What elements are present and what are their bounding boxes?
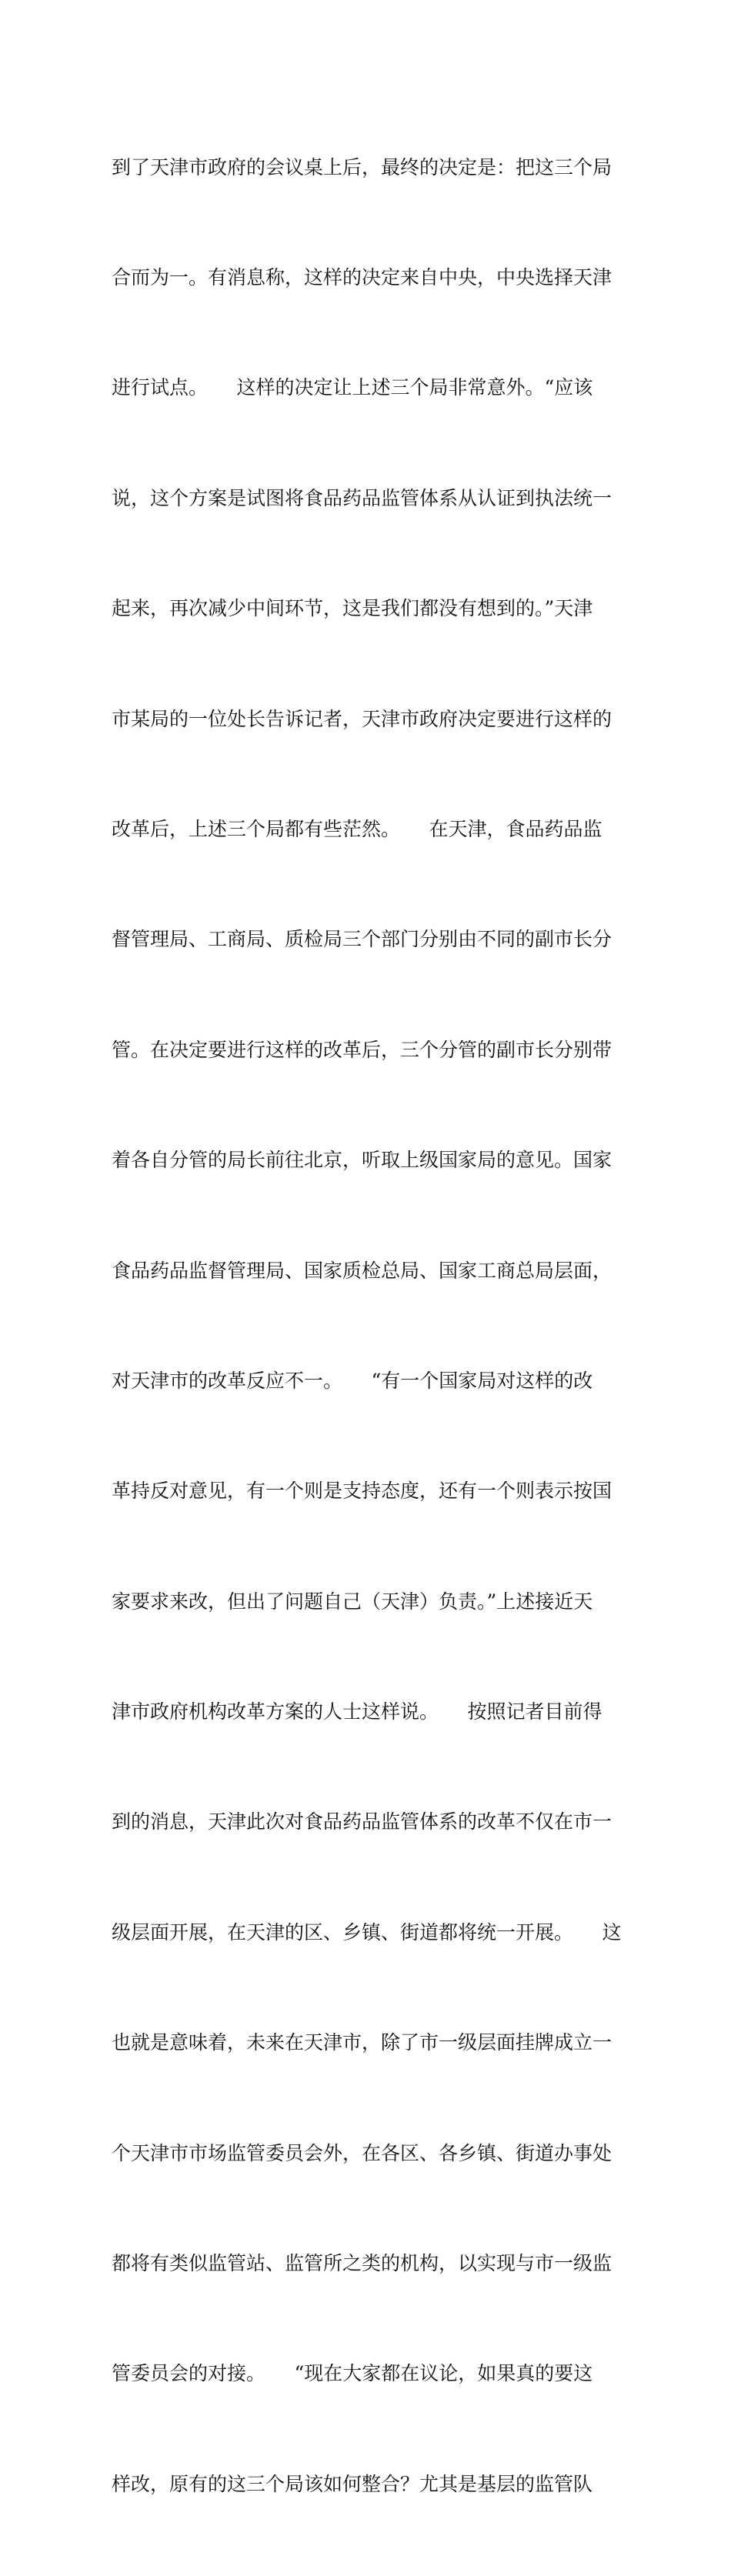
text-line: 对天津市的改革反应不一。 “有一个国家局对这样的改 — [112, 1369, 593, 1392]
text-line: 督管理局、工商局、质检局三个部门分别由不同的副市长分 — [112, 928, 613, 951]
text-line: 起来，再次减少中间环节，这是我们都没有想到的。”天津 — [112, 597, 593, 620]
text-line: 革持反对意见，有一个则是支持态度，还有一个则表示按国 — [112, 1480, 613, 1503]
text-line: 个天津市市场监管委员会外，在各区、各乡镇、街道办事处 — [112, 2141, 613, 2164]
text-line: 食品药品监督管理局、国家质检总局、国家工商总局层面， — [112, 1259, 613, 1282]
text-line: 到了天津市政府的会议桌上后，最终的决定是：把这三个局 — [112, 155, 613, 179]
text-line: 津市政府机构改革方案的人士这样说。 按照记者目前得 — [112, 1700, 602, 1723]
text-line: 都将有类似监管站、监管所之类的机构，以实现与市一级监 — [112, 2252, 613, 2275]
text-line: 说，这个方案是试图将食品药品监管体系从认证到执法统一 — [112, 486, 613, 509]
text-line: 家要求来改，但出了问题自己（天津）负责。”上述接近天 — [112, 1590, 593, 1613]
text-line: 样改，原有的这三个局该如何整合？尤其是基层的监管队 — [112, 2472, 593, 2495]
article-body — [112, 75, 623, 2576]
text-line: 市某局的一位处长告诉记者，天津市政府决定要进行这样的 — [112, 707, 613, 730]
text-line: 着各自分管的局长前往北京，听取上级国家局的意见。国家 — [112, 1149, 613, 1172]
text-line: 也就是意味着，未来在天津市，除了市一级层面挂牌成立一 — [112, 2031, 613, 2054]
text-line: 管。在决定要进行这样的改革后，三个分管的副市长分别带 — [112, 1038, 613, 1061]
text-line: 到的消息，天津此次对食品药品监管体系的改革不仅在市一 — [112, 1810, 613, 1834]
text-line: 级层面开展，在天津的区、乡镇、街道都将统一开展。 这 — [112, 1920, 622, 1944]
text-line: 管委员会的对接。 “现在大家都在议论，如果真的要这 — [112, 2362, 593, 2385]
text-line: 进行试点。 这样的决定让上述三个局非常意外。“应该 — [112, 376, 593, 399]
text-line: 改革后，上述三个局都有些茫然。 在天津，食品药品监 — [112, 817, 602, 840]
text-line: 合而为一。有消息称，这样的决定来自中央，中央选择天津 — [112, 265, 613, 289]
